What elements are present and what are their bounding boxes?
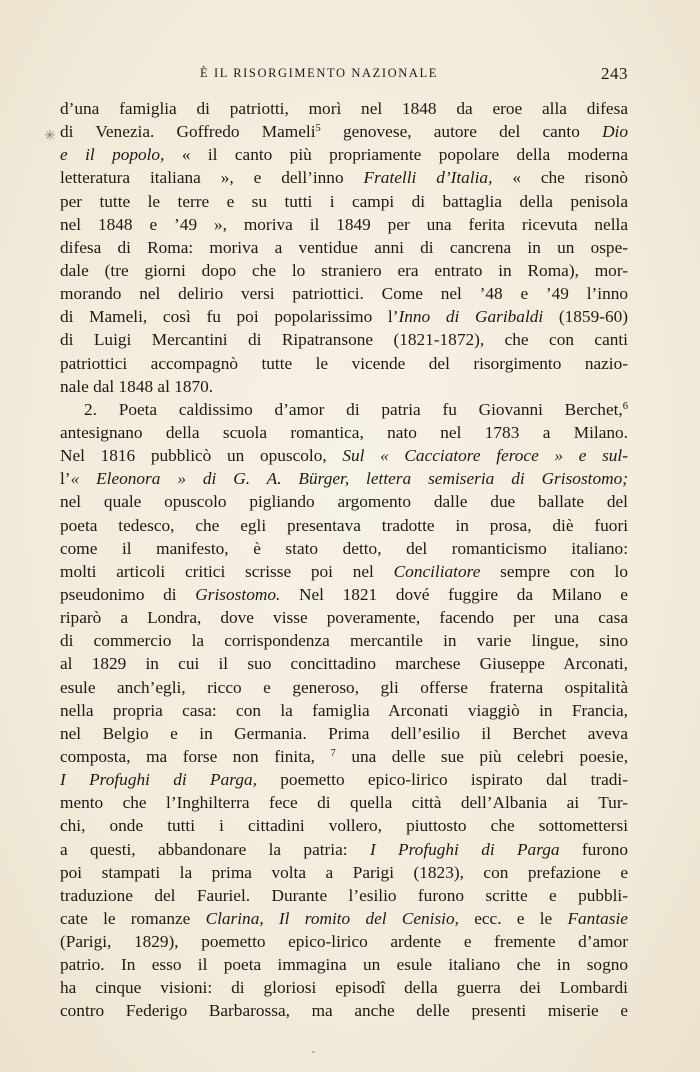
text-line: chi, onde tutti i cittadini vollero, piuttosto che sottomettersi: [60, 816, 628, 836]
text-line: patrio. In esso il poeta immagina un esule italiano che in sogno: [60, 955, 628, 975]
footnote-marker: 5: [315, 123, 321, 135]
text-line: traduzione del Fauriel. Durante l’esilio furono scritte e pubbli-: [60, 885, 628, 905]
text-line: morando nel delirio versi patriottici. Come nel ’48 e ’49 l’inno: [60, 284, 628, 304]
text-line: contro Federigo Barbarossa, ma anche delle presenti miserie e: [60, 1001, 628, 1021]
body-text: [60, 97, 628, 1023]
margin-mark: ✳: [44, 129, 56, 144]
page-number: 243: [601, 64, 628, 83]
text-line: antesignano della scuola romantica, nato nel 1783 a Milano.: [60, 422, 628, 442]
text-line: nella propria casa: con la famiglia Arconati viaggiò in Francia,: [60, 700, 628, 720]
text-line: 2. Poeta caldissimo d’amor di patria fu Giovanni Berchet,$^6$: [84, 399, 628, 419]
text-line: al 1829 in cui il suo concittadino marchese Giuseppe Arconati,: [60, 654, 628, 674]
text-line: di Luigi Mercantini di Ripatransone (1821-1872), che con canti: [60, 330, 628, 350]
text-line: molti articoli critici scrisse poi nel Conciliatore sempre con lo: [60, 561, 628, 581]
text-line: patriottici accompagnò tutte le vicende del risorgimento nazio-: [60, 353, 628, 373]
text-line: riparò a Londra, dove visse poveramente, facendo per una casa: [60, 608, 628, 628]
text-line: nale dal 1848 al 1870.: [60, 376, 214, 396]
text-line: di commercio la corrispondenza mercantile in varie lingue, sino: [60, 631, 628, 651]
footnote-marker: 7: [330, 747, 336, 759]
text-line: ha cinque visioni: di gloriosi episodî della guerra dei Lombardi: [60, 978, 628, 998]
text-line: nel quale opuscolo pigliando argomento dalle due ballate del: [60, 492, 628, 512]
text-line: come il manifesto, è stato detto, del romanticismo italiano:: [60, 538, 628, 558]
text-line: d’una famiglia di patriotti, morì nel 1848 da eroe alla difesa: [60, 99, 628, 118]
text-line: cate le romanze Clarina, Il romito del Cenisio, ecc. e le Fantasie: [60, 908, 628, 928]
text-line: nel 1848 e ’49 », moriva il 1849 per una ferita ricevuta nella: [60, 214, 628, 234]
text-line: (Parigi, 1829), poemetto epico-lirico ardente e fremente d’amor: [60, 932, 628, 952]
text-line: pseudonimo di Grisostomo. Nel 1821 dové fuggire da Milano e: [60, 584, 628, 604]
footnote-marker: 6: [622, 400, 628, 412]
text-line: nel Belgio e in Germania. Prima dell’esilio il Berchet aveva: [60, 723, 628, 743]
text-line: composta, ma forse non finita, $^7$ una delle sue più celebri poesie,: [60, 746, 628, 766]
text-line: poi stampati la prima volta a Parigi (1823), con prefazione e: [60, 862, 628, 882]
text-line: dale (tre giorni dopo che lo straniero era entrato in Roma), mor-: [60, 260, 628, 280]
text-line: l’« Eleonora » di G. A. Bürger, lettera semiseria di Grisostomo;: [60, 469, 628, 489]
running-head: [60, 66, 628, 86]
text-line: e il popolo, « il canto più propriamente popolare della moderna: [60, 145, 628, 165]
text-line: a questi, abbandonare la patria: I Profughi di Parga furono: [60, 839, 628, 859]
running-head-title: È IL RISORGIMENTO NAZIONALE: [200, 66, 438, 80]
text-line: Nel 1816 pubblicò un opuscolo, Sul « Cacciatore feroce » e sul-: [60, 446, 628, 466]
text-line: di Mameli, così fu poi popolarissimo l’Inno di Garibaldi (1859-60): [60, 307, 628, 327]
text-line: I Profughi di Parga, poemetto epico-lirico ispirato dal tradi-: [60, 770, 628, 790]
text-line: poeta tedesco, che egli presentava tradotte in prosa, diè fuori: [60, 515, 628, 535]
text-line: letteratura italiana », e dell’inno Fratelli d’Italia, « che risonò: [60, 168, 628, 188]
text-line: di Venezia. Goffredo Mameli$^5$ genovese, autore del canto Dio: [60, 122, 628, 142]
text-line: esule anch’egli, ricco e generoso, gli offerse fraterna ospitalità: [60, 677, 628, 697]
paper-speck: •: [312, 1048, 315, 1057]
text-line: mento che l’Inghilterra fece di quella città dell’Albania ai Tur-: [60, 793, 628, 813]
text-line: per tutte le terre e su tutti i campi di battaglia della penisola: [60, 191, 628, 211]
text-line: difesa di Roma: moriva a ventidue anni di cancrena in un ospe-: [60, 237, 628, 257]
